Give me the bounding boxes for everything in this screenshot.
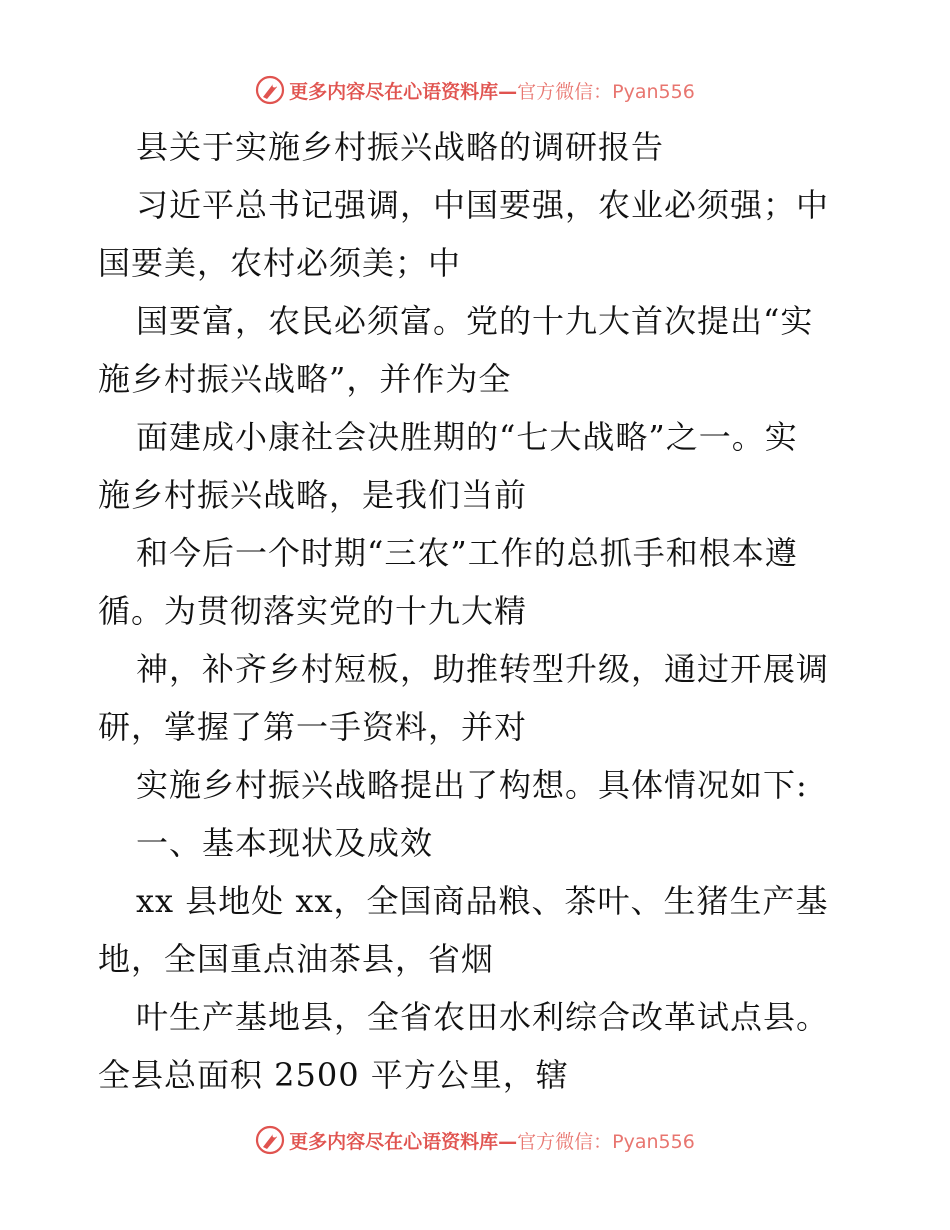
banner-dash: — [498,80,518,103]
footer-banner [0,1120,950,1160]
banner-wechat: 官方微信：Pyan556 [517,80,695,103]
text-line: 全县总面积 2500 平方公里，辖 [98,1056,569,1094]
pen-nib-logo-icon [255,1125,285,1155]
text-line: 实施乡村振兴战略提出了构想。具体情况如下: [136,766,808,804]
header-banner [0,70,950,110]
text-line: 国要美，农村必须美；中 [98,244,462,282]
text-line: 叶生产基地县，全省农田水利综合改革试点县。 [136,998,830,1036]
text-line: xx 县地处 xx，全国商品粮、茶叶、生猪生产基 [136,882,829,920]
text-line: 县关于实施乡村振兴战略的调研报告 [136,128,665,166]
banner-text [289,1127,695,1154]
banner-wechat: 官方微信：Pyan556 [517,1130,695,1153]
banner-dash: — [498,1130,518,1153]
text-line: 施乡村振兴战略”，并作为全 [98,360,512,398]
document-body [98,118,858,1104]
banner-text [289,77,695,104]
text-line: 一、基本现状及成效 [136,824,434,862]
text-line: 和今后一个时期“三农”工作的总抓手和根本遵 [136,534,798,572]
text-line: 地，全国重点油茶县，省烟 [98,940,495,978]
text-line: 施乡村振兴战略，是我们当前 [98,476,528,514]
text-line: 研，掌握了第一手资料，并对 [98,708,528,746]
banner-main: 更多内容尽在心语资料库 [289,80,499,103]
banner-main: 更多内容尽在心语资料库 [289,1130,499,1153]
pen-nib-logo-icon [255,75,285,105]
text-line: 面建成小康社会决胜期的“七大战略”之一。实 [136,418,798,456]
text-line: 神，补齐乡村短板，助推转型升级，通过开展调 [136,650,830,688]
text-line: 国要富，农民必须富。党的十九大首次提出“实 [136,302,814,340]
text-line: 循。为贯彻落实党的十九大精 [98,592,528,630]
text-line: 习近平总书记强调，中国要强，农业必须强；中 [136,186,830,224]
